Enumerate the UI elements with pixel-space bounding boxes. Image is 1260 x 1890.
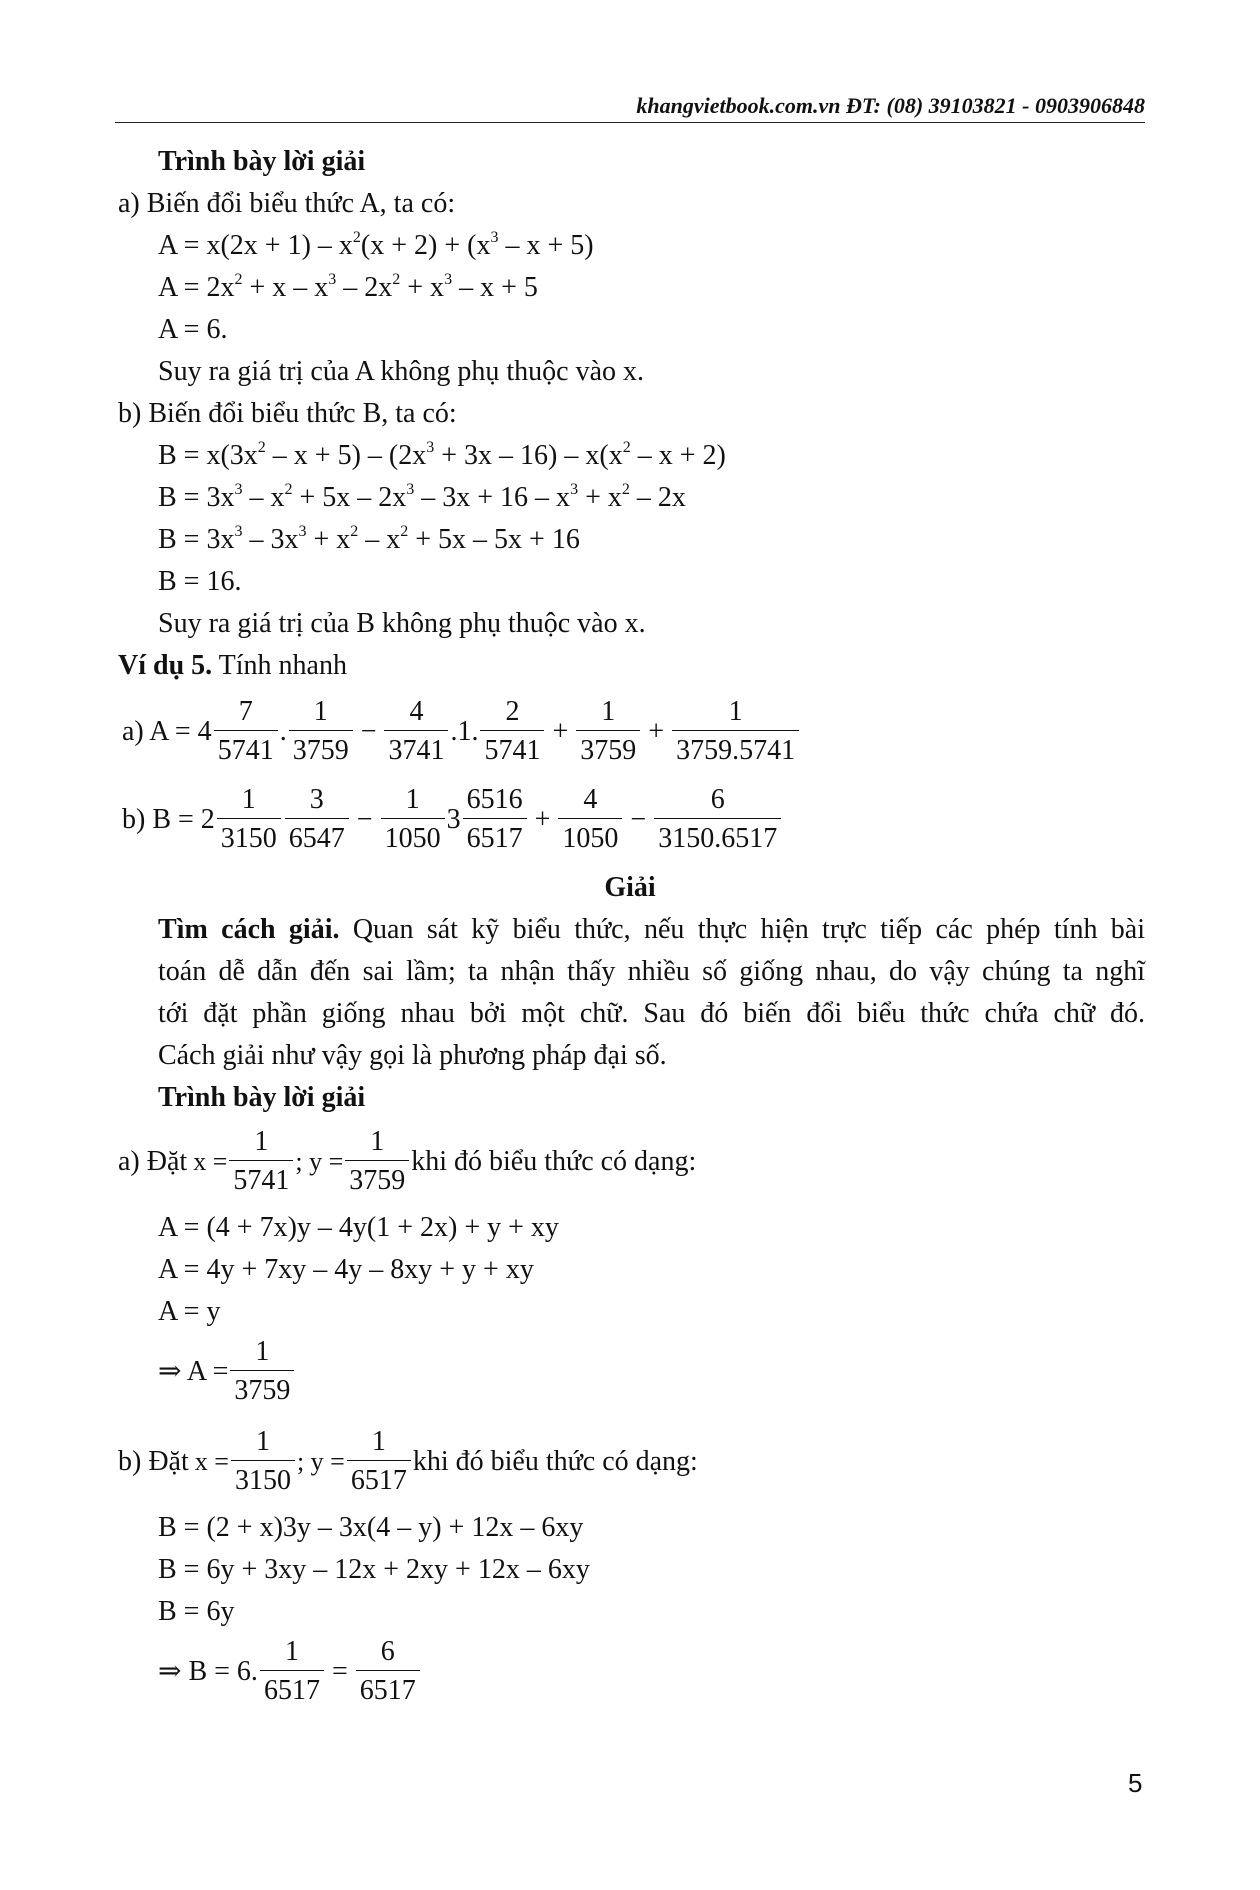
page-header bbox=[115, 88, 1145, 123]
approach-line-2: toán dễ dẫn đến sai lầm; ta nhận thấy nhiều số giống nhau, do vậy chúng ta nghĩ bbox=[158, 956, 1145, 987]
a-step-1: $A = x(2x + 1) - x^2(x + 2) + (x^3 - x + 5)$ bbox=[158, 229, 594, 261]
example-a-expression: a) A = 4 $\frac{7}{5741}$ . $\frac{1}{3759}$ − $\frac{4}{3741}$ .1. $\frac{2}{5741}$ + $\frac{1}{3759}$ + $\frac{1}{3759.5741}$ bbox=[122, 698, 801, 765]
a-step-3: A = 6. bbox=[158, 314, 228, 345]
sol-b-result: ⇒ B = 6. $\frac{1}{6517}$ = $\frac{6}{6517}$ bbox=[158, 1638, 422, 1705]
sol-a-substitution: a) Đặt x = $\frac{1}{5741}$ ; y = $\frac{1}{3759}$ khi đó biểu thức có dạng: bbox=[118, 1126, 697, 1196]
solution-heading-2: Trình bày lời giải bbox=[158, 1082, 366, 1113]
b-step-2: $B = 3x^3 - x^2 + 5x - 2x^3 - 3x + 16 - x^3 + x^2 - 2x$ bbox=[158, 481, 686, 513]
b-step-1: $B = x(3x^2 - x + 5) - (2x^3 + 3x - 16) - x(x^2 - x + 2)$ bbox=[158, 439, 726, 471]
a-step-2: $A = 2x^2 + x - x^3 - 2x^2 + x^3 - x + 5$ bbox=[158, 271, 538, 303]
section-heading: Trình bày lời giải bbox=[158, 146, 366, 177]
sol-a-result: ⇒ A = $\frac{1}{3759}$ bbox=[158, 1338, 296, 1405]
page-number: 5 bbox=[1128, 1768, 1143, 1798]
header-text: khangvietbook.com.vn ĐT: (08) 39103821 - 0903906848 bbox=[636, 93, 1145, 118]
solution-heading: Giải bbox=[604, 872, 656, 903]
approach-line-1: Tìm cách giải. Quan sát kỹ biểu thức, nếu thực hiện trực tiếp các phép tính bài bbox=[158, 914, 1146, 945]
part-a-intro: a) Biến đổi biểu thức A, ta có: bbox=[118, 188, 456, 219]
sol-b-step-2: B = 6y + 3xy – 12x + 2xy + 12x – 6xy bbox=[158, 1554, 590, 1585]
sol-a-step-1: A = (4 + 7x)y – 4y(1 + 2x) + y + xy bbox=[158, 1212, 559, 1243]
sol-a-step-2: A = 4y + 7xy – 4y – 8xy + y + xy bbox=[158, 1254, 534, 1285]
b-conclusion: Suy ra giá trị của B không phụ thuộc vào x. bbox=[158, 608, 646, 639]
part-b-intro: b) Biến đổi biểu thức B, ta có: bbox=[118, 398, 457, 429]
example-title: Ví dụ 5. Tính nhanh bbox=[118, 650, 347, 681]
approach-line-3: tới đặt phần giống nhau bởi một chữ. Sau đó biến đổi biểu thức chứa chữ đó. bbox=[158, 998, 1145, 1029]
example-b-expression: b) B = 2 $\frac{1}{3150}$ $\frac{3}{6547}$ − $\frac{1}{1050}$ 3 $\frac{6516}{6517}$ + $\frac{4}{1050}$ − $\frac{6}{3150.6517}$ bbox=[122, 786, 783, 853]
a-conclusion: Suy ra giá trị của A không phụ thuộc vào x. bbox=[158, 356, 645, 387]
sol-b-step-3: B = 6y bbox=[158, 1596, 235, 1627]
sol-a-step-3: A = y bbox=[158, 1296, 221, 1327]
sol-b-step-1: B = (2 + x)3y – 3x(4 – y) + 12x – 6xy bbox=[158, 1512, 584, 1543]
sol-b-substitution: b) Đặt x = $\frac{1}{3150}$ ; y = $\frac{1}{6517}$ khi đó biểu thức có dạng: bbox=[118, 1426, 698, 1496]
approach-line-4: Cách giải như vậy gọi là phương pháp đại số. bbox=[158, 1040, 667, 1071]
b-step-4: B = 16. bbox=[158, 566, 242, 597]
b-step-3: $B = 3x^3 - 3x^3 + x^2 - x^2 + 5x - 5x + 16$ bbox=[158, 523, 580, 555]
